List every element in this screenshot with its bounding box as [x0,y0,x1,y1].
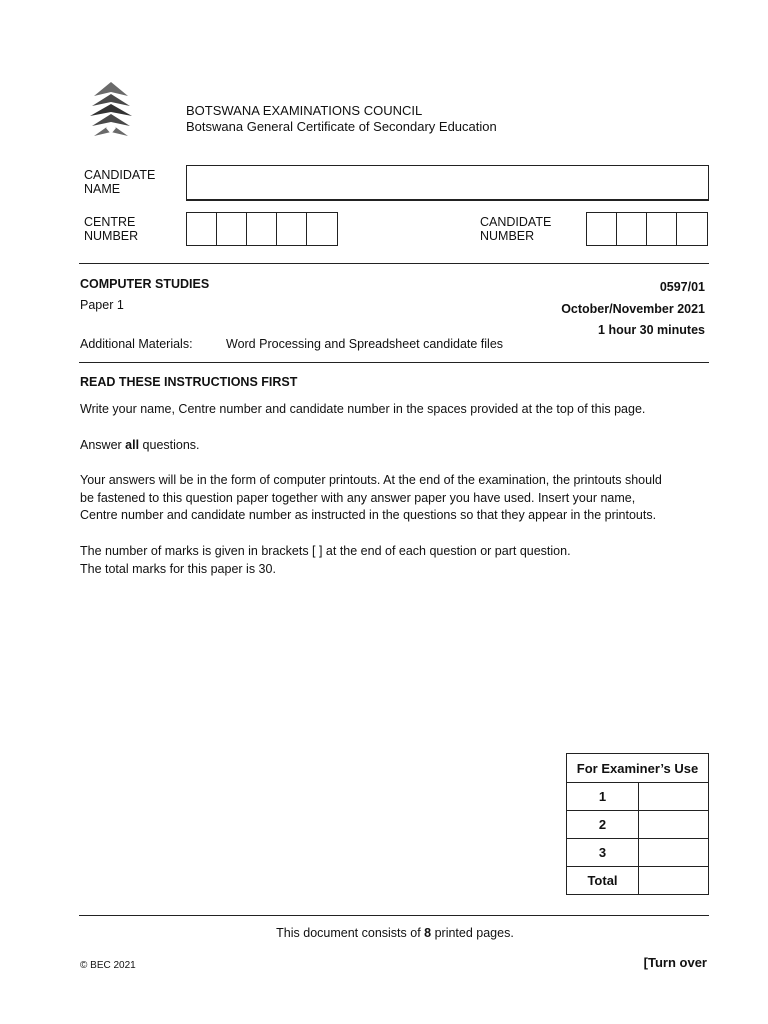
exam-session: October/November 2021 [561,302,705,316]
instruction-line: Centre number and candidate number as instructed in the questions so that they appear in the printouts. [80,508,657,522]
bec-logo-icon [88,82,134,148]
examiner-table-header: For Examiner’s Use [567,754,709,783]
centre-number-label-1: CENTRE [84,215,136,229]
candidate-number-label-1: CANDIDATE [480,215,552,229]
candidate-number-cell[interactable] [587,213,617,245]
candidate-name-field[interactable] [186,165,709,201]
certificate-name: Botswana General Certificate of Secondary Education [186,119,497,134]
additional-materials-label: Additional Materials: [80,337,193,351]
page-count-text: This document consists of [276,926,425,940]
question-number: 1 [567,783,639,811]
copyright: © BEC 2021 [80,960,136,971]
marks-cell [639,867,709,895]
examiner-use-table [566,753,709,895]
instruction-paragraph [80,472,700,525]
instruction-text: questions. [139,438,200,452]
page-count [0,926,768,941]
marks-cell [639,783,709,811]
page-count-text: printed pages. [431,926,514,940]
page-count-number: 8 [424,926,432,940]
centre-number-cell[interactable] [277,213,307,245]
instruction-paragraph [80,401,700,419]
paper-code: 0597/01 [659,280,705,294]
turn-over: [Turn over [643,955,707,970]
paper-number: Paper 1 [80,298,124,312]
instruction-emphasis: all [125,438,140,452]
instruction-line: Write your name, Centre number and candidate number in the spaces provided at the top of this page. [80,402,646,416]
instructions-heading: READ THESE INSTRUCTIONS FIRST [80,375,298,389]
instruction-paragraph [80,543,700,578]
candidate-name-label-2: NAME [84,182,121,196]
marks-cell [639,839,709,867]
question-number: 3 [567,839,639,867]
instruction-line: Your answers will be in the form of computer printouts. At the end of the examination, the printouts should [80,473,662,487]
centre-number-cell[interactable] [187,213,217,245]
divider [79,362,709,363]
instruction-line: The total marks for this paper is 30. [80,561,276,576]
centre-number-cell[interactable] [217,213,247,245]
question-number: 2 [567,811,639,839]
candidate-name-label-1: CANDIDATE [84,168,156,182]
centre-number-field[interactable] [186,212,338,246]
instruction-paragraph [80,437,700,455]
instruction-line [80,437,700,455]
additional-materials: Word Processing and Spreadsheet candidate files [226,337,504,351]
centre-number-label-2: NUMBER [84,229,139,243]
candidate-number-cell[interactable] [677,213,707,245]
centre-number-cell[interactable] [307,213,337,245]
candidate-number-cell[interactable] [647,213,677,245]
exam-duration: 1 hour 30 minutes [598,323,705,337]
divider [79,263,709,264]
instruction-line: The number of marks is given in brackets [ ] at the end of each question or part question. [80,544,571,558]
council-name: BOTSWANA EXAMINATIONS COUNCIL [186,103,423,118]
centre-number-cell[interactable] [247,213,277,245]
total-label: Total [567,867,639,895]
candidate-number-field[interactable] [586,212,708,246]
candidate-number-label-2: NUMBER [480,229,535,243]
instruction-text: Answer [80,438,126,452]
subject-title: COMPUTER STUDIES [80,277,210,291]
divider [79,915,709,916]
candidate-number-cell[interactable] [617,213,647,245]
instruction-line: be fastened to this question paper together with any answer paper you have used. Insert your name, [80,490,636,505]
marks-cell [639,811,709,839]
